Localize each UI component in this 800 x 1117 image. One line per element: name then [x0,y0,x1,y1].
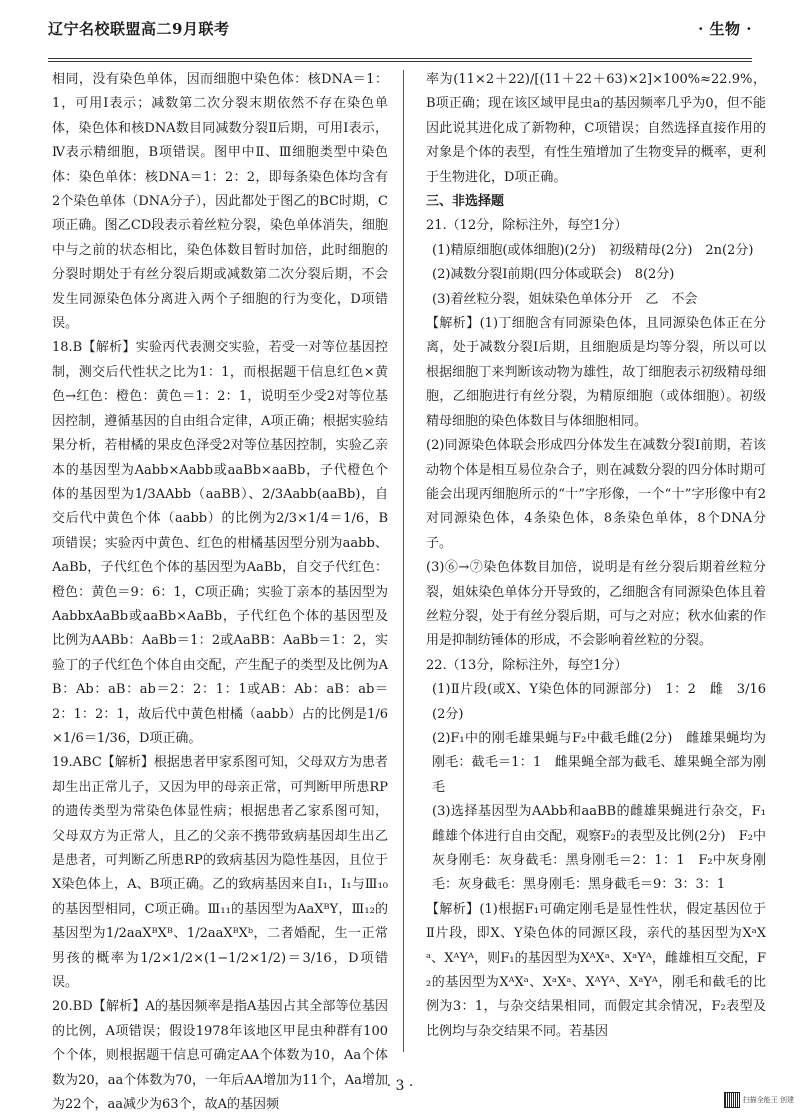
q21-answer-3: (3)着丝粒分裂，姐妹染色单体分开 乙 不会 [432,291,698,307]
q22-analysis: 【解析】(1)根据F₁可确定刚毛是显性性状，假定基因位于Ⅱ片段，即X、Y染色体的同源区段，亲代的基因型为XᵃXᵃ、XᴬYᴬ，则F₁的基因型为XᴬXᵃ、XᵃYᴬ，雌雄相互交配，F₂的基因型为XᴬXᵃ、XᵃXᵃ、XᴬYᴬ、XᵃYᴬ，刚毛和截毛的比例为3：1，与杂交结果相同，而假定其余情况，F₂表型及比例均与杂交结果不同。若基因 [426,901,766,1039]
page-number: · 3 · [386,1078,414,1094]
qr-code-icon [724,1092,740,1108]
scanner-text: 扫描全能王 创建 [742,1096,794,1104]
subject-label: · 生物 · [698,19,752,38]
q21-answer-1: (1)精原细胞(或体细胞)(2分) 初级精母(2分) 2n(2分) [432,242,754,258]
q17-continuation: 相同，没有染色单体，因而细胞中染色体：核DNA＝1：1，可用Ⅰ表示；减数第二次分裂末期依然不存在染色单体，染色体和核DNA数目同减数分裂Ⅱ后期，可用Ⅰ表示，Ⅳ表示精细胞，B项错误。图甲中Ⅱ、Ⅲ细胞类型中染色体：染色单体：核DNA＝1：2：2，即每条染色体均含有2个染色单体（DNA分子），因此都处于图乙的BC时期，C项正确。图乙CD段表示着丝粒分裂，染色单体消失，细胞中与之前的状态相比，染色体数目暂时加倍，此时细胞的分裂时期处于有丝分裂后期或减数第二次分裂后期，不会发生同源染色体分离进入两个子细胞的行为变化，D项错误。 [52,72,388,332]
q19-answer: 19.ABC【解析】根据患者甲家系图可知，父母双方为患者却生出正常儿子，又因为甲的母亲正常，可判断甲所患RP的遗传类型为常染色体显性病；根据患者乙家系图可知，父母双方为正常人，且乙的父亲不携带致病基因却生出乙是患者，可判断乙所患RP的致病基因为隐性基因，且位于X染色体上，A、B项正确。乙的致病基因来自Ⅰ₁，Ⅰ₁与Ⅲ₁₀的基因型相同，C项正确。Ⅲ₁₁的基因型为AaXᴮY，Ⅲ₁₂的基因型为1/2aaXᴮXᴮ、1/2aaXᴮXᵇ，二者婚配，生一正常男孩的概率为1/2×1/2×(1−1/2×1/2)＝3/16，D项错误。 [52,755,388,991]
q21-analysis-3: (3)⑥→⑦染色体数目加倍，说明是有丝分裂后期着丝粒分裂，姐妹染色单体分开导致的，乙细胞含有同源染色体且着丝粒分裂，处于有丝分裂后期，可与之对应；秋水仙素的作用是抑制纺锤体的形成，不会影响着丝粒的分裂。 [426,560,766,649]
header-rule-double [48,61,752,62]
q21-analysis-1: 【解析】(1)丁细胞含有同源染色体，且同源染色体正在分离，处于减数分裂Ⅰ后期，且细胞质是均等分裂，所以可以根据细胞丁来判断该动物为雄性，故丁细胞表示初级精母细胞，乙细胞进行有丝分裂，为精原细胞（或体细胞）。初级精母细胞的染色体数目与体细胞相同。 [426,316,766,429]
q22-answer-3: (3)选择基因型为AAbb和aaBB的雌雄果蝇进行杂交，F₁雌雄个体进行自由交配，观察F₂的表型及比例(2分) F₂中灰身刚毛：灰身截毛：黑身刚毛＝2：1：1 F₂中灰身刚毛：灰身截毛：黑身刚毛：黑身截毛＝9：3：3：1 [432,804,766,893]
section-title: 三、非选择题 [426,194,505,210]
q22-heading: 22.（13分，除标注外，每空1分） [426,657,628,673]
page-header [48,10,752,46]
q21-heading: 21.（12分，除标注外，每空1分） [426,218,628,234]
exam-title: 辽宁名校联盟高二9月联考 [48,19,230,38]
q18-answer: 18.B【解析】实验丙代表测交实验，若受一对等位基因控制，测交后代性状之比为1：1，而根据题干信息红色×黄色→红色：橙色：黄色＝1：2：1，说明至少受2对等位基因控制，遵循基因的自由组合定律，A项正确；根据实验结果分析，若柑橘的果皮色泽受2对等位基因控制，实验乙亲本的基因型为Aabb×Aabb或aaBb×aaBb，子代橙色个体的基因型为1/3AAbb（aaBB）、2/3Aabb(aaBb)，自交后代中黄色个体（aabb）的比例为2/3×1/4＝1/6，B项错误；实验丙中黄色、红色的柑橘基因型分别为aabb、AaBb，子代红色个体的基因型为AaBb，自交子代红色：橙色：黄色＝9：6：1，C项正确；实验丁亲本的基因型为AabbxAaBb或aaBb×AaBb，子代红色个体的基因型及比例为AABb：AaBb＝1：2或AaBB：AaBb＝1：2，实验丁的子代红色个体自由交配，产生配子的类型及比例为AB：Ab：aB：ab＝2：2：1：1或AB：Ab：aB：ab＝2：1：2：1，故后代中黄色柑橘（aabb）占的比例是1/6×1/6＝1/36，D项正确。 [52,340,388,746]
q22-answer-1: (1)Ⅱ片段(或X、Y染色体的同源部分) 1：2 雌 3/16(2分) [432,682,766,722]
column-divider [403,70,404,1052]
q22-answer-2: (2)F₁中的刚毛雄果蝇与F₂中截毛雌(2分) 雌雄果蝇均为刚毛：截毛＝1：1 雌果蝇全部为截毛、雄果蝇全部为刚毛 [432,730,766,795]
q20-answer: 20.BD【解析】A的基因频率是指A基因占其全部等位基因的比例，A项错误；假设1978年该地区甲昆虫种群有100个个体，则根据题干信息可确定AA个体数为10，Aa个体数为20，aa个体数为70，一年后AA增加为11个，Aa增加为22个，aa减少为63个，故A的基因频 [52,999,388,1113]
q21-answer-2: (2)减数分裂Ⅰ前期(四分体或联会) 8(2分) [432,267,675,283]
left-column [52,68,388,1117]
right-column [426,68,766,1044]
header-rule [48,58,752,59]
scanner-watermark [724,1092,794,1108]
q20-continuation: 率为(11×2＋22)/[(11＋22＋63)×2]×100%≈22.9%，B项正确；现在该区域甲昆虫a的基因频率几乎为0，但不能因此说其进化成了新物种，C项错误；自然选择直接作用的对象是个体的表型，有性生殖增加了生物变异的概率，更利于生物进化，D项正确。 [426,72,766,185]
q21-analysis-2: (2)同源染色体联会形成四分体发生在减数分裂Ⅰ前期，若该动物个体是相互易位杂合子，则在减数分裂的四分体时期可能会出现丙细胞所示的“十”字形像，一个“十”字形像中有2对同源染色体，4条染色体，8条染色单体，8个DNA分子。 [426,438,766,551]
